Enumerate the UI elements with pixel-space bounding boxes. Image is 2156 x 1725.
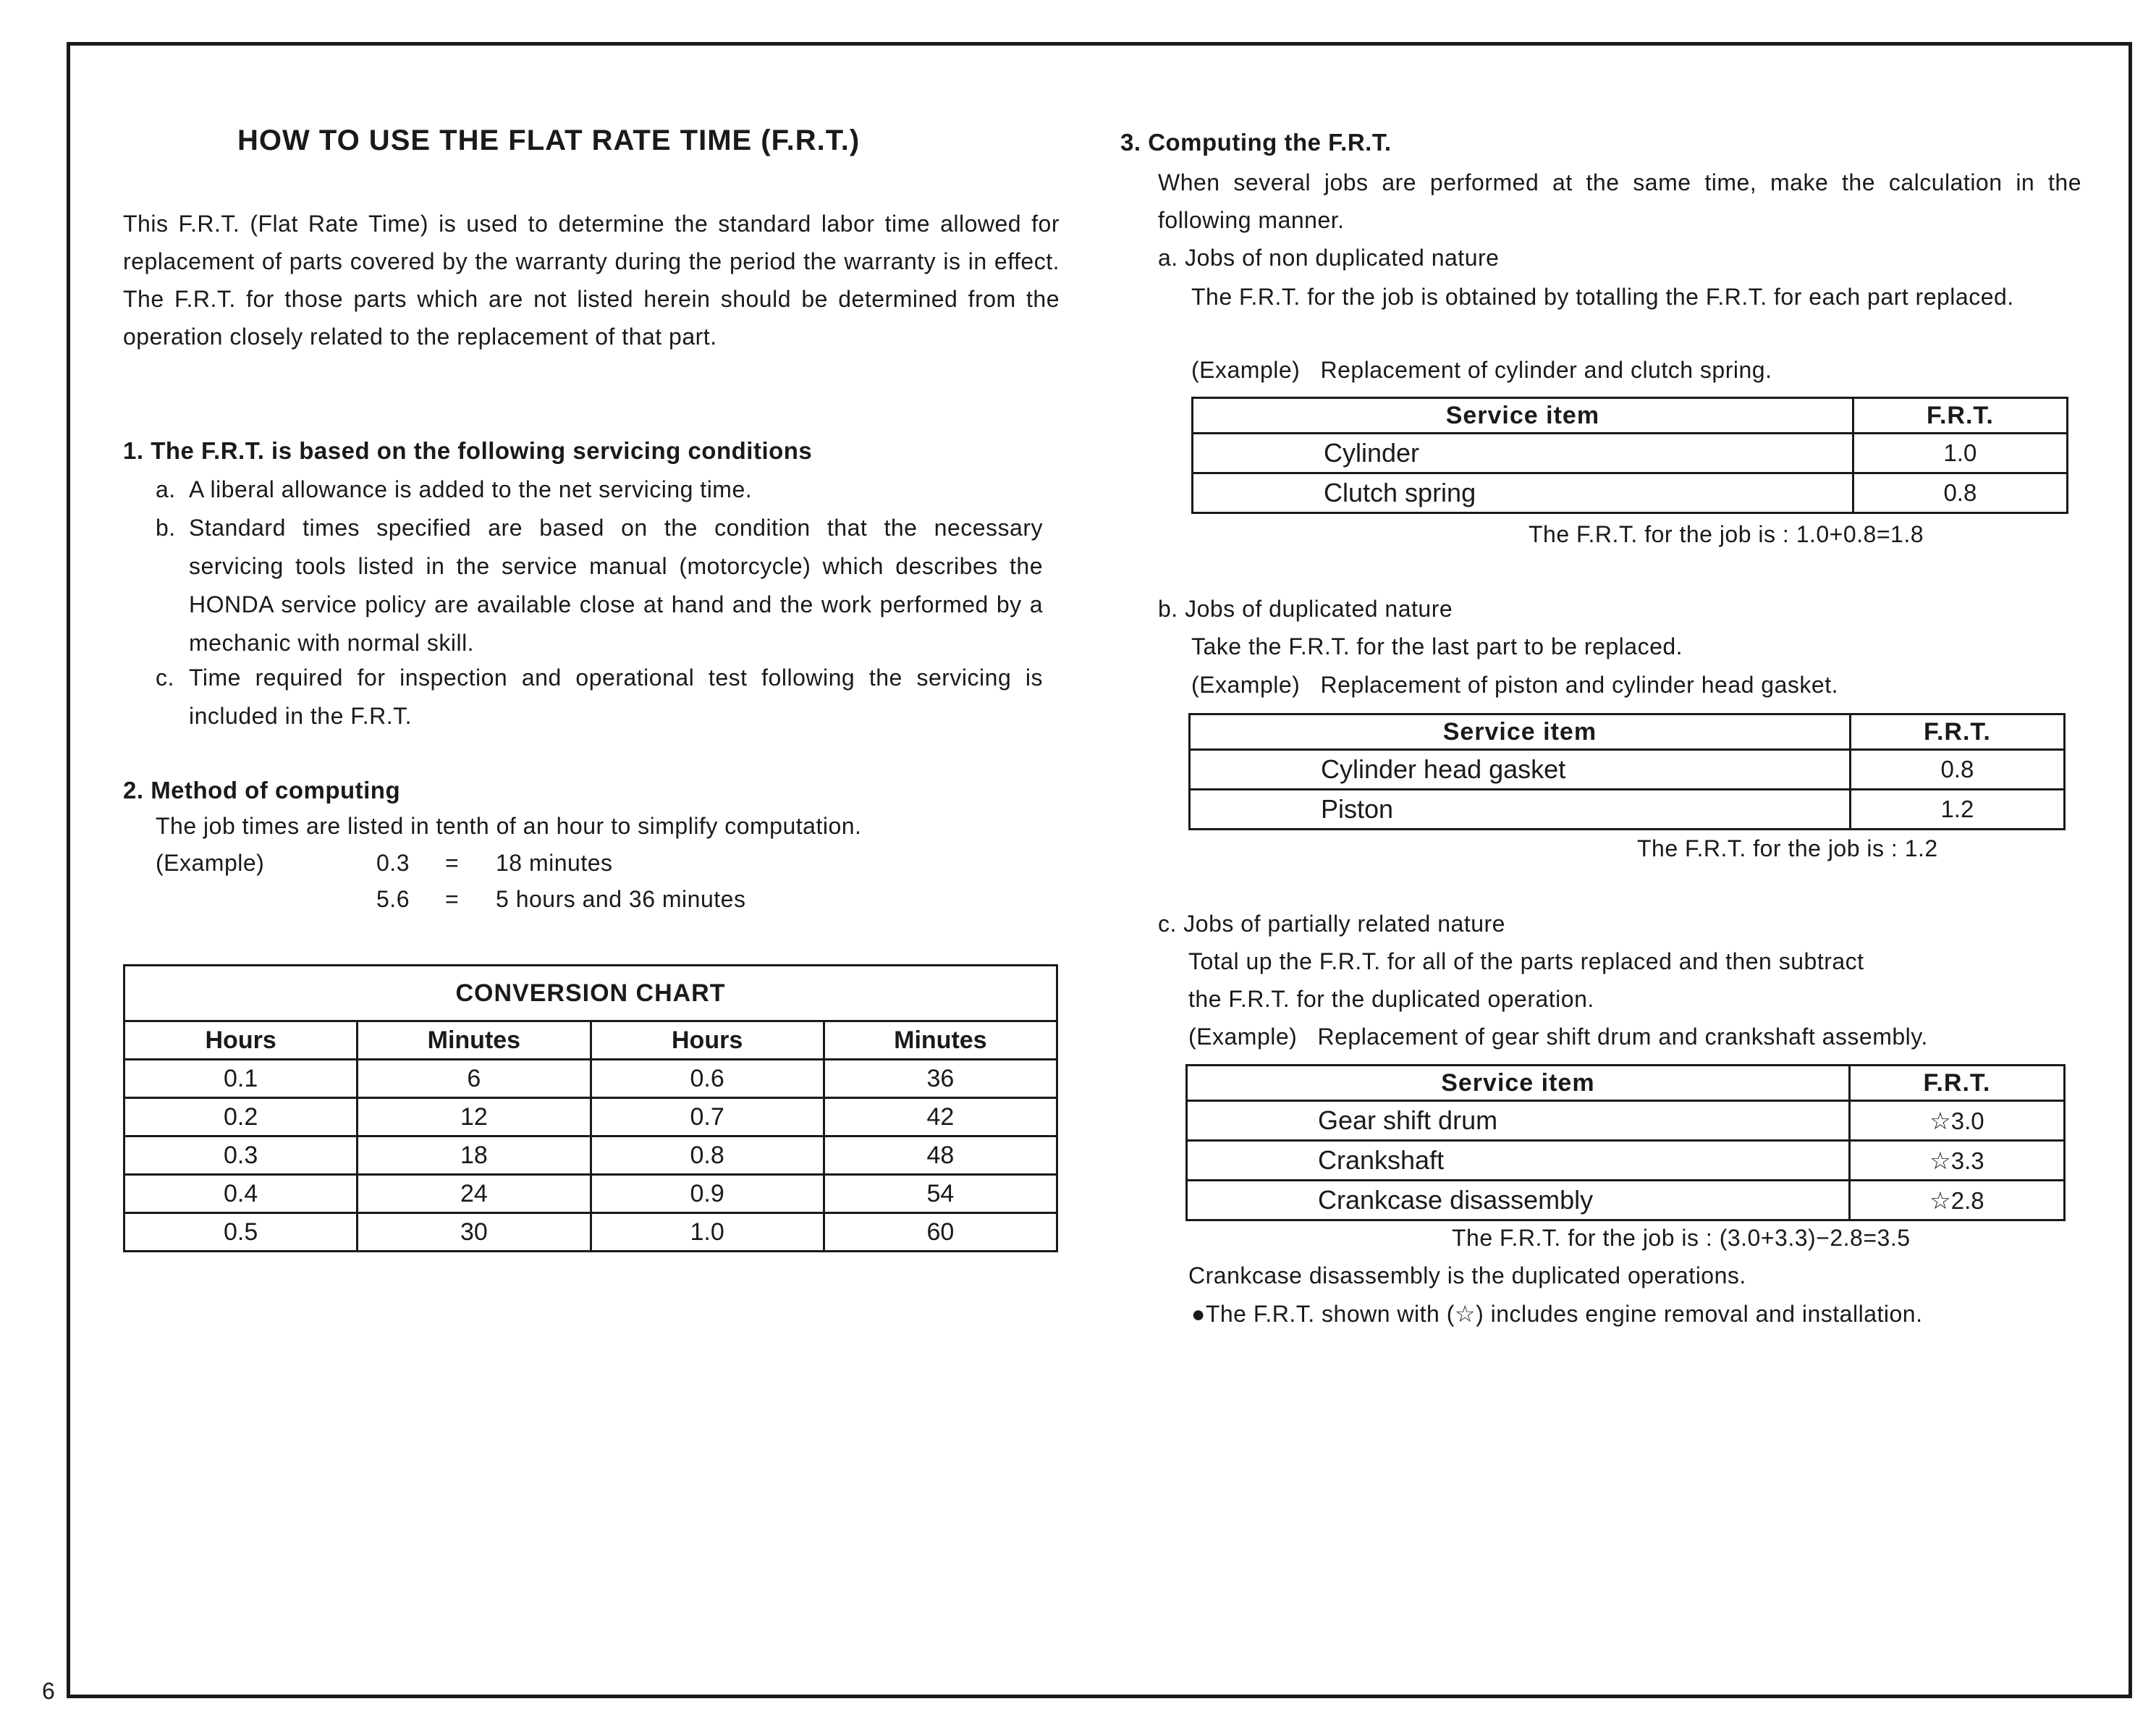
subsection-a-text: The F.R.T. for the job is obtained by totalling the F.R.T. for each part replaced. [1191,284,2014,310]
frt-value: 1.0 [1853,434,2067,473]
table-cell: 60 [824,1213,1057,1252]
table-cell: 0.3 [124,1136,358,1175]
subsection-c-note: Crankcase disassembly is the duplicated operations. [1188,1262,1746,1289]
table-cell: 0.8 [591,1136,824,1175]
frt-value: ☆3.0 [1849,1101,2064,1141]
item-marker: b. [156,515,176,541]
subsection-c-text: Total up the F.R.T. for all of the parts replaced and then subtract [1188,948,1864,974]
service-item: Crankshaft [1187,1141,1850,1181]
table-cell: 24 [358,1175,591,1213]
service-item: Cylinder [1193,434,1853,473]
item-text: A liberal allowance is added to the net servicing time. [189,476,753,502]
conversion-chart-caption: CONVERSION CHART [124,966,1057,1021]
example-result: 5 hours and 36 minutes [496,886,746,912]
table-cell: 0.6 [591,1060,824,1098]
table-row [124,1136,1057,1175]
table-row [1193,434,2068,473]
header-service-item: Service item [1190,714,1851,750]
example-value: 0.3 [376,850,410,876]
table-cell: 0.9 [591,1175,824,1213]
table-row [124,1098,1057,1136]
example-equals: = [445,886,460,912]
frt-value: 0.8 [1853,473,2067,513]
table-header-row [1190,714,2065,750]
table-cell: 6 [358,1060,591,1098]
frt-value: 0.8 [1850,750,2064,790]
frt-value: 1.2 [1850,790,2064,830]
header-service-item: Service item [1193,398,1853,434]
section2-heading: 2. Method of computing [123,777,401,804]
example-result: 18 minutes [496,850,613,876]
frt-table-a [1191,397,2068,514]
subsection-c-text: the F.R.T. for the duplicated operation. [1188,986,1594,1012]
section3-heading: 3. Computing the F.R.T. [1120,129,1392,156]
table-cell: 54 [824,1175,1057,1213]
table-cell: 0.1 [124,1060,358,1098]
subsection-a-result: The F.R.T. for the job is : 1.0+0.8=1.8 [1529,521,1924,547]
table-cell: 0.2 [124,1098,358,1136]
header-minutes: Minutes [824,1021,1057,1060]
page-number: 6 [42,1678,55,1704]
subsection-c-result: The F.R.T. for the job is : (3.0+3.3)−2.8=3.5 [1452,1225,1911,1251]
table-cell: 36 [824,1060,1057,1098]
item-text: Time required for inspection and operational test following the servicing is included in the F.R.T. [189,665,1043,729]
table-row [124,1060,1057,1098]
table-cell: 18 [358,1136,591,1175]
table-row [1190,750,2065,790]
table-row [124,1213,1057,1252]
service-item: Cylinder head gasket [1190,750,1851,790]
header-hours: Hours [124,1021,358,1060]
subsection-b-text: Take the F.R.T. for the last part to be replaced. [1191,633,1683,659]
section1-item-a [156,471,1060,509]
subsection-a-example: (Example) Replacement of cylinder and clutch spring. [1191,357,1772,383]
service-item: Gear shift drum [1187,1101,1850,1141]
header-hours: Hours [591,1021,824,1060]
section2-text: The job times are listed in tenth of an hour to simplify computation. [156,813,862,839]
star-footnote: ●The F.R.T. shown with (☆) includes engine removal and installation. [1191,1301,1923,1327]
header-service-item: Service item [1187,1066,1850,1101]
table-cell: 0.5 [124,1213,358,1252]
subsection-c-example: (Example) Replacement of gear shift drum and crankshaft assembly. [1188,1024,1928,1050]
item-marker: c. [156,665,174,691]
subsection-c-heading: c. Jobs of partially related nature [1158,911,1505,937]
table-cell: 42 [824,1098,1057,1136]
frt-table-c [1185,1064,2066,1221]
intro-paragraph: This F.R.T. (Flat Rate Time) is used to determine the standard labor time allowed for replacement of parts covered by the warranty during the period the warranty is in effect. The F.R.T. for those parts which are not listed herein should be determined from the operation closely related to the replacement of that part. [123,211,1060,350]
subsection-b-heading: b. Jobs of duplicated nature [1158,596,1453,622]
table-header-row [1187,1066,2065,1101]
header-minutes: Minutes [358,1021,591,1060]
conversion-chart-header [124,1021,1057,1060]
table-cell: 0.7 [591,1098,824,1136]
table-cell: 1.0 [591,1213,824,1252]
conversion-chart [123,964,1058,1252]
service-item: Crankcase disassembly [1187,1181,1850,1220]
section1-heading: 1. The F.R.T. is based on the following servicing conditions [123,437,813,464]
example-label: (Example) [156,850,265,876]
section1-item-c [156,659,1060,735]
example-value: 5.6 [376,886,410,912]
subsection-b-result: The F.R.T. for the job is : 1.2 [1637,835,1938,861]
subsection-b-example: (Example) Replacement of piston and cylinder head gasket. [1191,672,1838,698]
example-equals: = [445,850,460,876]
table-cell: 12 [358,1098,591,1136]
table-row [1187,1181,2065,1220]
table-row [1187,1101,2065,1141]
page-title: HOW TO USE THE FLAT RATE TIME (F.R.T.) [237,125,861,156]
item-text: Standard times specified are based on the condition that the necessary servicing tools listed in the service manual (motorcycle) which describes the HONDA service policy are available close at hand and the work performed by a mechanic with normal skill. [189,515,1043,656]
header-frt: F.R.T. [1849,1066,2064,1101]
frt-value: ☆2.8 [1849,1181,2064,1220]
frt-table-b [1188,713,2066,830]
frt-value: ☆3.3 [1849,1141,2064,1181]
subsection-a-heading: a. Jobs of non duplicated nature [1158,245,1500,271]
section1-item-b [156,509,1060,662]
table-cell: 48 [824,1136,1057,1175]
header-frt: F.R.T. [1853,398,2067,434]
table-header-row [1193,398,2068,434]
table-cell: 0.4 [124,1175,358,1213]
service-item: Clutch spring [1193,473,1853,513]
table-row [124,1175,1057,1213]
service-item: Piston [1190,790,1851,830]
table-cell: 30 [358,1213,591,1252]
section3-intro: When several jobs are performed at the same time, make the calculation in the following manner. [1158,169,2081,233]
header-frt: F.R.T. [1850,714,2064,750]
item-marker: a. [156,476,176,502]
table-row [1190,790,2065,830]
table-row [1187,1141,2065,1181]
table-row [1193,473,2068,513]
